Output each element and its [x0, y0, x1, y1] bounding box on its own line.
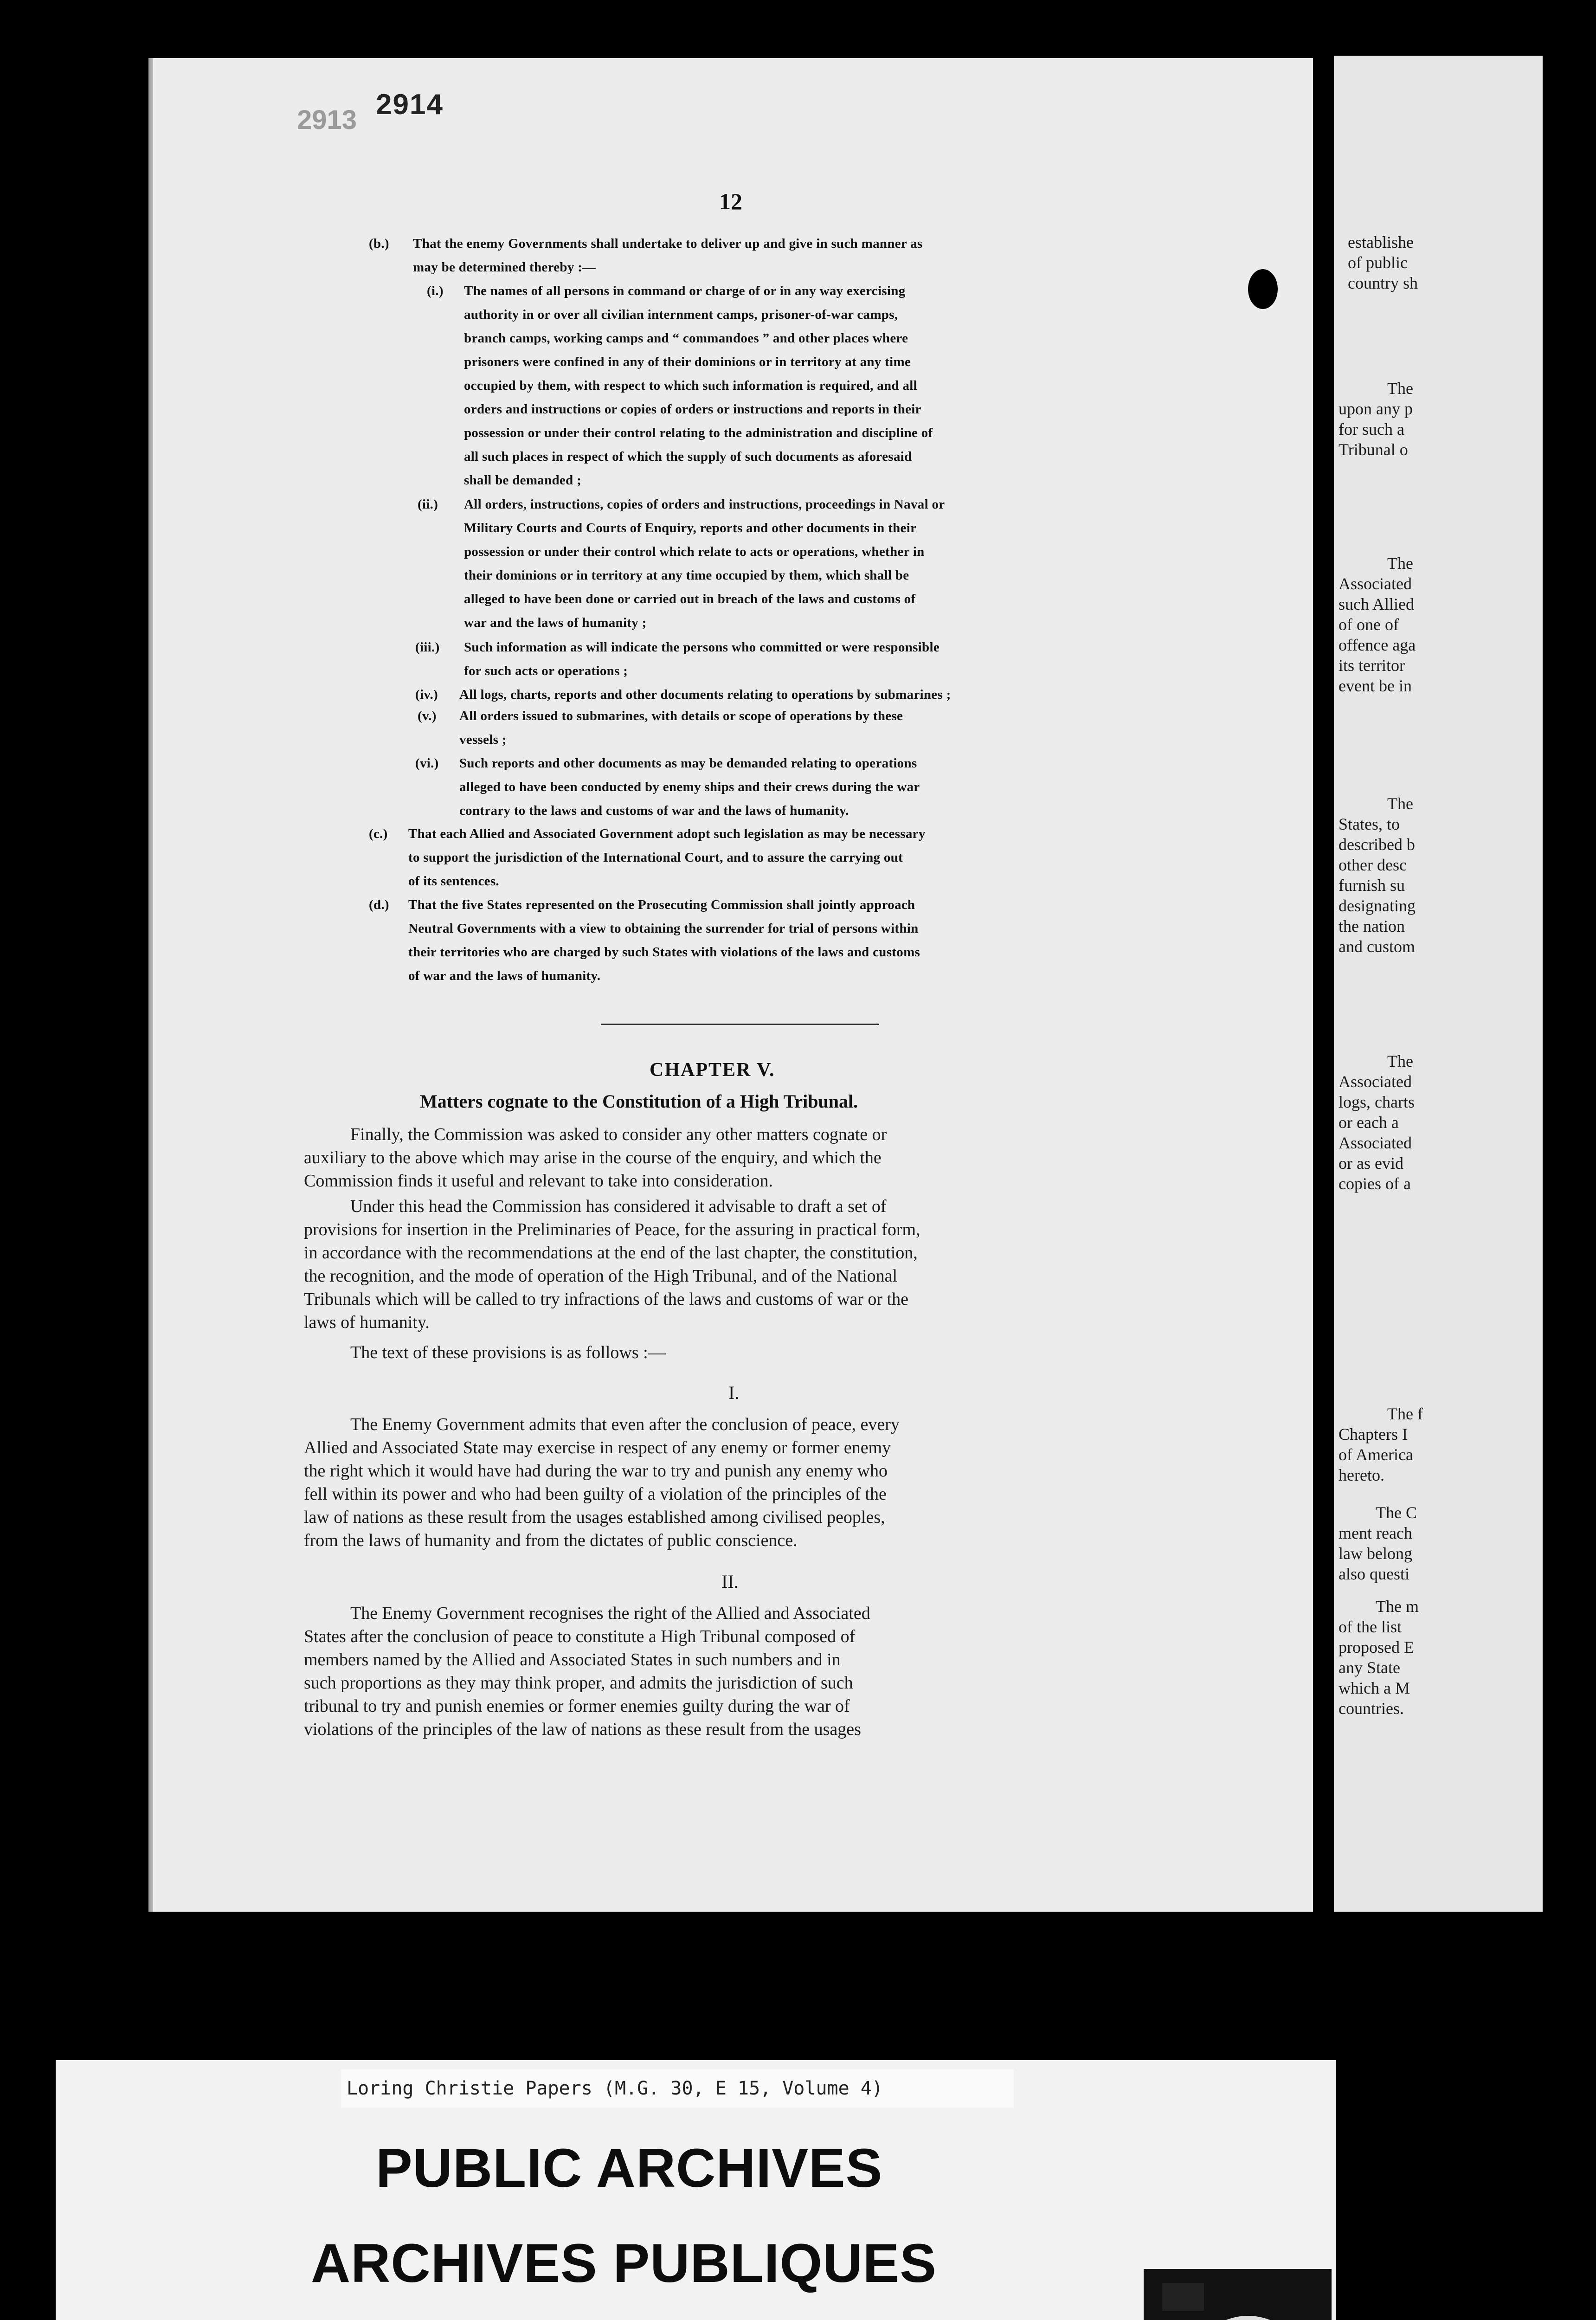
text-line: Tribunals which will be called to try infractions of the laws and customs of war or the — [304, 1289, 908, 1309]
text-line: all such places in respect of which the supply of such documents as aforesaid — [464, 449, 912, 464]
text-line: shall be demanded ; — [464, 473, 582, 488]
adjacent-page — [1334, 56, 1543, 1912]
fragment: for such a — [1339, 420, 1404, 438]
fragment: furnish su — [1339, 876, 1405, 895]
page-number: 12 — [719, 188, 742, 214]
fragment: States, to — [1339, 815, 1400, 833]
text-line: That the enemy Governments shall undertake to deliver up and give in such manner as — [413, 236, 923, 251]
fragment: or each a — [1339, 1113, 1399, 1132]
text-line: The Enemy Government admits that even after the conclusion of peace, every — [350, 1415, 900, 1434]
item-b — [369, 232, 389, 256]
text-line: the recognition, and the mode of operation of the High Tribunal, and of the National — [304, 1266, 898, 1286]
text-line: That the five States represented on the Prosecuting Commission shall jointly approach — [408, 897, 915, 912]
fragment: The — [1387, 379, 1413, 398]
archives-logo-icon — [1144, 2269, 1332, 2320]
item-d — [408, 893, 920, 988]
text-line: may be determined thereby :— — [413, 260, 596, 275]
text-line: The names of all persons in command or charge of or in any way exercising — [464, 284, 906, 298]
text-line: their dominions or in territory at any time occupied by them, which shall be — [464, 568, 909, 583]
sub-item-i-label: (i.) — [427, 284, 444, 298]
sub-item-iv-label: (iv.) — [415, 687, 438, 702]
text-line: prisoners were confined in any of their dominions or in territory at any time — [464, 354, 911, 369]
fragment: and custom — [1339, 937, 1415, 956]
chapter-heading: CHAPTER V. — [650, 1059, 775, 1081]
fragment: copies of a — [1339, 1174, 1411, 1193]
section-i-heading: I. — [728, 1382, 740, 1403]
fragment: described b — [1339, 835, 1415, 854]
text-line: Commission finds it useful and relevant to take into consideration. — [304, 1171, 773, 1191]
text-line: alleged to have been conducted by enemy ships and their crews during the war — [459, 780, 920, 794]
paragraph-1 — [304, 1123, 887, 1192]
text-line: contrary to the laws and customs of war and the laws of humanity. — [459, 803, 849, 818]
fragment: country sh — [1348, 274, 1418, 292]
text-line: Under this head the Commission has considered it advisable to draft a set of — [350, 1197, 887, 1216]
paragraph-3 — [350, 1341, 666, 1364]
text-line: All orders issued to submarines, with details or scope of operations by these — [459, 709, 903, 723]
sub-item-ii — [464, 493, 945, 635]
section-ii-text — [304, 1602, 870, 1741]
text-line: provisions for insertion in the Preliminaries of Peace, for the assuring in practical form, — [304, 1220, 920, 1239]
ghost-page-number: 2913 — [297, 105, 357, 135]
collection-label: Loring Christie Papers (M.G. 30, E 15, Volume 4) — [341, 2069, 1014, 2107]
text-line: members named by the Allied and Associated States in such numbers and in — [304, 1650, 841, 1669]
fragment: of America — [1339, 1445, 1413, 1464]
text-line: All orders, instructions, copies of orders and instructions, proceedings in Naval or — [464, 497, 945, 512]
archive-title-fr: ARCHIVES PUBLIQUES — [311, 2233, 937, 2294]
sub-item-iii — [464, 636, 940, 683]
fragment: the nation — [1339, 917, 1405, 935]
text-line: The Enemy Government recognises the right of the Allied and Associated — [350, 1604, 870, 1623]
fragment: any State — [1339, 1658, 1400, 1677]
fragment: designating — [1339, 896, 1416, 915]
text-line: alleged to have been done or carried out in breach of the laws and customs of — [464, 592, 916, 606]
fragment: hereto. — [1339, 1466, 1384, 1484]
fragment: upon any p — [1339, 400, 1413, 418]
text-line: occupied by them, with respect to which such information is required, and all — [464, 378, 917, 393]
item-c — [408, 822, 926, 893]
section-divider — [601, 1024, 879, 1025]
sub-item-v-label: (v.) — [418, 709, 437, 723]
text-line: violations of the principles of the law of nations as these result from the usages — [304, 1720, 861, 1739]
text-line: auxiliary to the above which may arise in the course of the enquiry, and which the — [304, 1148, 882, 1167]
fragment: proposed E — [1339, 1638, 1414, 1656]
text-line: States after the conclusion of peace to constitute a High Tribunal composed of — [304, 1627, 856, 1646]
paragraph-2 — [304, 1195, 920, 1334]
text-line: possession or under their control which relate to acts or operations, whether in — [464, 544, 925, 559]
text-line: of war and the laws of humanity. — [408, 968, 601, 983]
text-line: tribunal to try and punish enemies or former enemies guilty during the war of — [304, 1696, 850, 1716]
fragment: The C — [1376, 1503, 1417, 1522]
fragment: of the list — [1339, 1618, 1402, 1636]
item-c-label: (c.) — [369, 826, 388, 841]
text-line: law of nations as these result from the usages established among civilised peoples, — [304, 1508, 885, 1527]
fragment: countries. — [1339, 1699, 1404, 1718]
fragment: of public — [1348, 253, 1408, 272]
fragment: of one of — [1339, 615, 1399, 634]
archives-logo — [1144, 2269, 1332, 2320]
section-i-text — [304, 1413, 900, 1552]
text-line: to support the jurisdiction of the International Court, and to assure the carrying out — [408, 850, 903, 865]
fragment: Associated — [1339, 1072, 1412, 1091]
fragment: Associated — [1339, 574, 1412, 593]
fragment: The f — [1387, 1405, 1423, 1423]
fragment: Associated — [1339, 1134, 1412, 1152]
fragment: Tribunal o — [1339, 440, 1408, 459]
sub-item-ii-label: (ii.) — [418, 497, 438, 512]
sub-item-vi — [459, 752, 920, 823]
chapter-title: Matters cognate to the Constitution of a High Tribunal. — [420, 1091, 858, 1112]
text-line: in accordance with the recommendations at the end of the last chapter, the constitution, — [304, 1243, 918, 1263]
text-line: The text of these provisions is as follows :— — [350, 1343, 666, 1362]
item-d-label: (d.) — [369, 897, 389, 912]
sub-item-iv — [459, 683, 951, 707]
fragment: The — [1387, 794, 1413, 813]
fragment: law belong — [1339, 1544, 1412, 1563]
fragment: The — [1387, 1052, 1413, 1070]
archive-title-en: PUBLIC ARCHIVES — [376, 2138, 883, 2199]
text-line: for such acts or operations ; — [464, 664, 628, 678]
section-ii-heading: II. — [721, 1571, 739, 1592]
fragment: or as evid — [1339, 1154, 1403, 1173]
text-line: Such reports and other documents as may be demanded relating to operations — [459, 756, 917, 771]
text-line: All logs, charts, reports and other documents relating to operations by submarines ; — [459, 687, 951, 702]
fragment: logs, charts — [1339, 1093, 1415, 1111]
fragment: which a M — [1339, 1679, 1410, 1697]
item-b-text — [413, 232, 923, 279]
text-line: branch camps, working camps and “ commandoes ” and other places where — [464, 331, 908, 346]
fragment: event be in — [1339, 677, 1412, 695]
text-line: war and the laws of humanity ; — [464, 615, 647, 630]
text-line: the right which it would have had during the war to try and punish any enemy who — [304, 1461, 888, 1481]
text-line: possession or under their control relating to the administration and discipline of — [464, 425, 933, 440]
text-line: from the laws of humanity and from the dictates of public conscience. — [304, 1531, 798, 1550]
text-line: Such information as will indicate the persons who committed or were responsible — [464, 640, 940, 655]
fragment: also questi — [1339, 1565, 1409, 1583]
text-line: of its sentences. — [408, 874, 499, 889]
text-line: their territories who are charged by such States with violations of the laws and customs — [408, 945, 920, 960]
fragment: The m — [1376, 1597, 1419, 1616]
fragment: The — [1387, 554, 1413, 573]
text-line: orders and instructions or copies of orders or instructions and reports in their — [464, 402, 921, 417]
text-line: such proportions as they may think proper, and admits the jurisdiction of such — [304, 1673, 853, 1693]
text-line: laws of humanity. — [304, 1313, 430, 1332]
fragment: establishe — [1348, 233, 1414, 251]
text-line: Military Courts and Courts of Enquiry, reports and other documents in their — [464, 521, 917, 535]
sub-item-vi-label: (vi.) — [415, 756, 439, 771]
text-line: Neutral Governments with a view to obtaining the surrender for trial of persons within — [408, 921, 919, 936]
text-line: Finally, the Commission was asked to consider any other matters cognate or — [350, 1125, 887, 1144]
stamped-number: 2914 — [376, 89, 444, 121]
text-line: fell within its power and who had been guilty of a violation of the principles of the — [304, 1484, 887, 1504]
text-line: vessels ; — [459, 732, 507, 747]
text-line: Allied and Associated State may exercise in respect of any enemy or former enemy — [304, 1438, 891, 1457]
sub-item-iii-label: (iii.) — [415, 640, 440, 655]
sub-item-v — [459, 704, 903, 752]
fragment: its territor — [1339, 656, 1405, 675]
fragment: such Allied — [1339, 595, 1414, 613]
text-line: authority in or over all civilian internment camps, prisoner-of-war camps, — [464, 307, 898, 322]
fragment: Chapters I — [1339, 1425, 1408, 1444]
fragment: other desc — [1339, 856, 1407, 874]
text-line: That each Allied and Associated Government adopt such legislation as may be necessary — [408, 826, 926, 841]
fragment: ment reach — [1339, 1524, 1412, 1542]
item-b-label: (b.) — [369, 236, 389, 251]
fragment: offence aga — [1339, 636, 1416, 654]
punch-hole — [1248, 269, 1278, 309]
sub-item-i — [464, 279, 933, 492]
